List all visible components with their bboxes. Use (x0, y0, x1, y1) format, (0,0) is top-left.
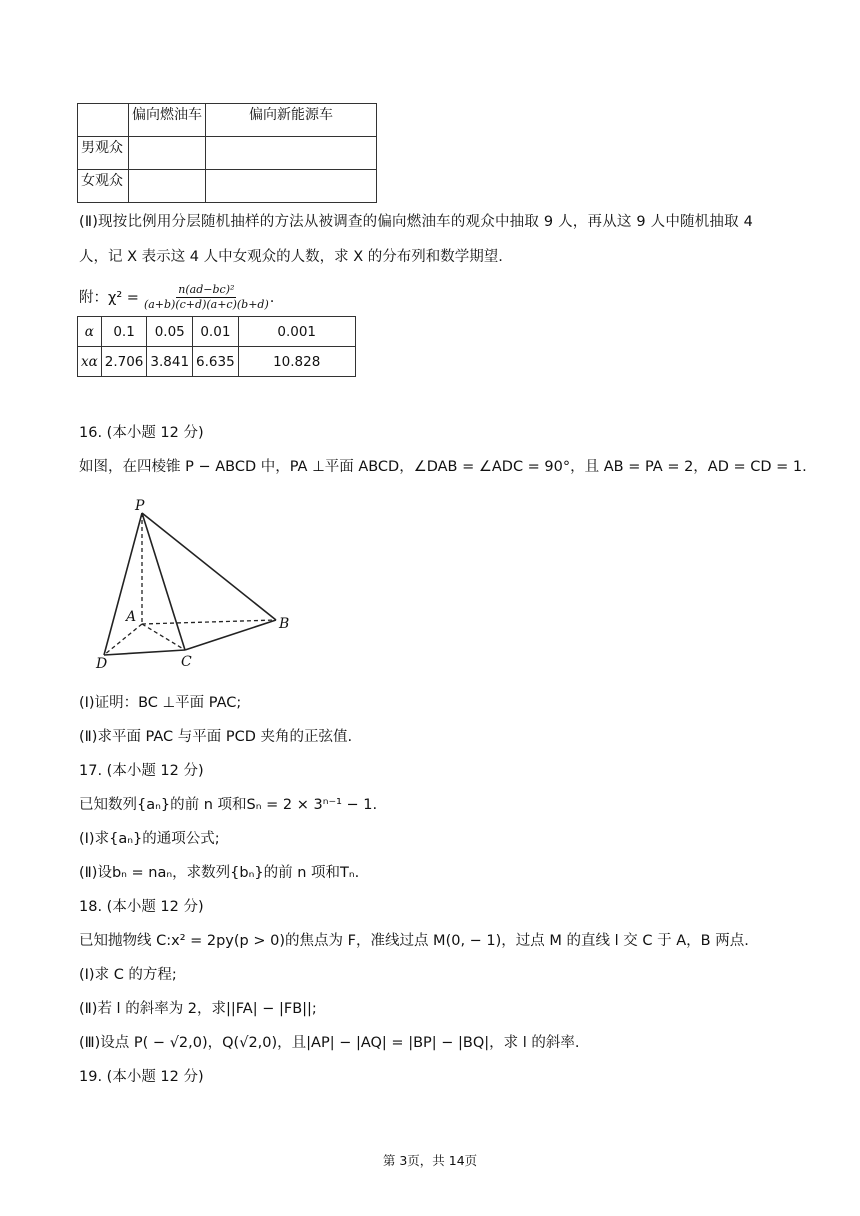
q19-title: 19. (本小题 12 分) (79, 1069, 204, 1085)
q17-part1: (Ⅰ)求{aₙ}的通项公式; (79, 831, 220, 847)
table-cell: 2.706 (101, 347, 147, 377)
table-row (78, 317, 356, 347)
q16-title: 16. (本小题 12 分) (79, 425, 204, 441)
label-D: D (96, 656, 108, 672)
survey-table (77, 103, 377, 203)
table-cell: 偏向新能源车 (206, 104, 377, 137)
edge-PB (142, 513, 276, 620)
q17-stem: 已知数列{aₙ}的前 n 项和Sₙ = 2 × 3ⁿ⁻¹ − 1. (79, 797, 378, 813)
table-cell: 10.828 (238, 347, 355, 377)
table-cell: 0.01 (193, 317, 239, 347)
formula-numerator: n(ad−bc)² (178, 283, 235, 296)
q16-part2: (Ⅱ)求平面 PAC 与平面 PCD 夹角的正弦值. (79, 729, 353, 745)
q18-title: 18. (本小题 12 分) (79, 899, 204, 915)
q17-title: 17. (本小题 12 分) (79, 763, 204, 779)
q18-part3: (Ⅲ)设点 P( − √2,0)，Q(√2,0)，且|AP| − |AQ| = |BP| − |BQ|，求 l 的斜率. (79, 1035, 580, 1051)
table-cell: 3.841 (147, 347, 193, 377)
edge-PC (142, 513, 185, 650)
formula-denominator: (a+b)(c+d)(a+c)(b+d) (143, 298, 269, 311)
q18-stem: 已知抛物线 C:x² = 2py(p > 0)的焦点为 F，准线过点 M(0, − 1)，过点 M 的直线 l 交 C 于 A，B 两点. (79, 933, 749, 949)
table-cell: 0.05 (147, 317, 193, 347)
table-cell (129, 170, 206, 203)
table-cell (129, 137, 206, 170)
chi-square-formula (79, 283, 274, 312)
edge-DC (104, 650, 185, 655)
edge-AD-hidden (104, 624, 142, 655)
table-cell: 偏向燃油车 (129, 104, 206, 137)
table-cell: α (78, 317, 102, 347)
table-cell: 女观众 (78, 170, 129, 203)
critical-value-table (77, 316, 356, 377)
edge-CB (185, 620, 276, 650)
table-row (78, 104, 377, 137)
pyramid-figure (90, 495, 305, 675)
formula-fraction (143, 283, 270, 312)
label-B: B (279, 616, 290, 632)
table-cell: 0.1 (101, 317, 147, 347)
q15-part2-line2: 人，记 X 表示这 4 人中女观众的人数，求 X 的分布列和数学期望. (79, 249, 503, 265)
formula-suffix: . (269, 289, 275, 306)
formula-prefix: 附：χ² = (79, 289, 139, 306)
label-A: A (126, 609, 137, 625)
label-P: P (135, 498, 145, 514)
edge-PD (104, 513, 142, 655)
q16-stem: 如图，在四棱锥 P − ABCD 中，PA ⊥平面 ABCD，∠DAB = ∠ADC = 90°，且 AB = PA = 2，AD = CD = 1. (79, 459, 807, 475)
table-cell (78, 104, 129, 137)
page-number: 第 3页，共 14页 (382, 1153, 478, 1168)
table-cell: 男观众 (78, 137, 129, 170)
q16-part1: (Ⅰ)证明：BC ⊥平面 PAC; (79, 695, 242, 711)
table-cell: 6.635 (193, 347, 239, 377)
table-cell: 0.001 (238, 317, 355, 347)
edge-AB-hidden (142, 620, 276, 624)
label-C: C (181, 654, 192, 670)
table-row (78, 170, 377, 203)
table-row (78, 347, 356, 377)
table-cell: xα (78, 347, 102, 377)
table-row (78, 137, 377, 170)
table-cell (206, 170, 377, 203)
q18-part2: (Ⅱ)若 l 的斜率为 2，求||FA| − |FB||; (79, 1001, 317, 1017)
q18-part1: (Ⅰ)求 C 的方程; (79, 967, 177, 983)
q15-part2-line1: (Ⅱ)现按比例用分层随机抽样的方法从被调查的偏向燃油车的观众中抽取 9 人，再从这 9 人中随机抽取 4 (79, 214, 754, 230)
q17-part2: (Ⅱ)设bₙ = naₙ，求数列{bₙ}的前 n 项和Tₙ. (79, 865, 360, 881)
table-cell (206, 137, 377, 170)
